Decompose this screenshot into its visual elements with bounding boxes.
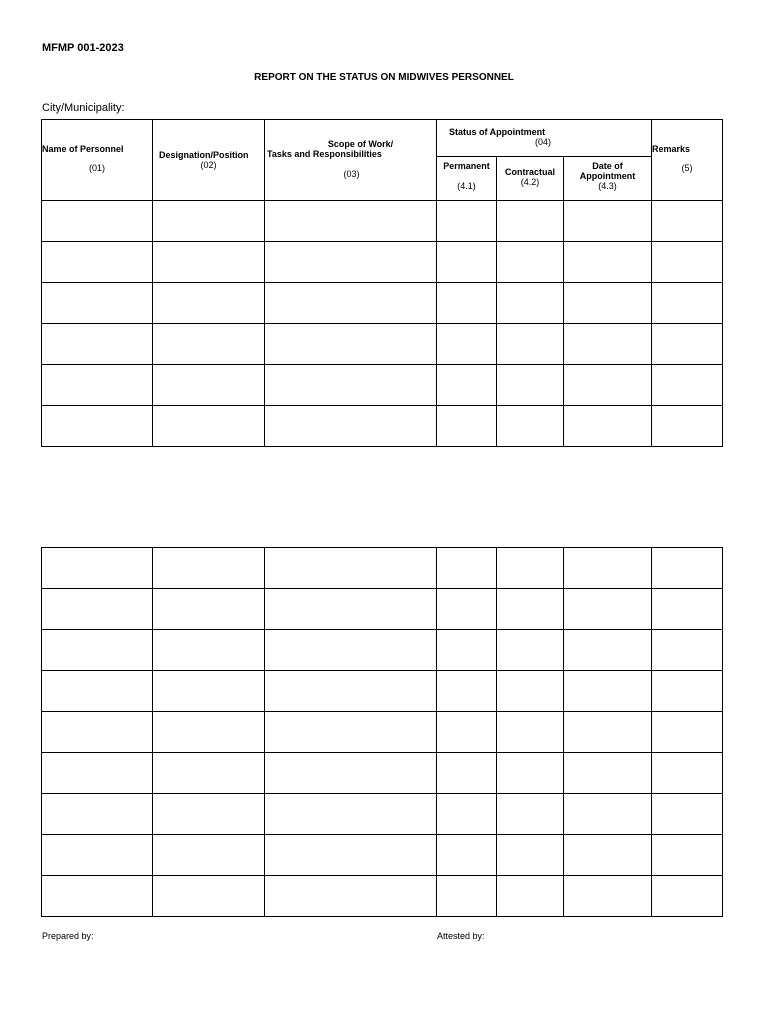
table-cell[interactable] xyxy=(652,324,723,365)
table-cell[interactable] xyxy=(652,242,723,283)
table-row xyxy=(42,671,723,712)
header-status-of-appointment xyxy=(437,120,652,157)
table-cell[interactable] xyxy=(497,283,564,324)
personnel-table-2 xyxy=(41,547,723,917)
header-designation-label: Designation/Position xyxy=(159,150,249,160)
table-cell[interactable] xyxy=(153,876,265,917)
table-cell[interactable] xyxy=(497,835,564,876)
table-cell[interactable] xyxy=(265,324,437,365)
table-cell[interactable] xyxy=(437,876,497,917)
table-cell[interactable] xyxy=(497,712,564,753)
table-cell[interactable] xyxy=(564,794,652,835)
table-cell[interactable] xyxy=(437,753,497,794)
header-scope-of-work xyxy=(265,120,437,201)
table-row xyxy=(42,324,723,365)
table-cell[interactable] xyxy=(652,671,723,712)
table-cell[interactable] xyxy=(265,794,437,835)
table-cell[interactable] xyxy=(564,712,652,753)
table-cell[interactable] xyxy=(497,242,564,283)
table-cell[interactable] xyxy=(652,712,723,753)
table-cell[interactable] xyxy=(564,876,652,917)
table-row xyxy=(42,630,723,671)
table-cell[interactable] xyxy=(652,876,723,917)
table-cell[interactable] xyxy=(42,365,153,406)
table-cell[interactable] xyxy=(497,365,564,406)
table-cell[interactable] xyxy=(265,283,437,324)
table-cell[interactable] xyxy=(437,630,497,671)
table-row xyxy=(42,794,723,835)
header-status-label: Status of Appointment xyxy=(449,127,546,137)
table-row xyxy=(42,712,723,753)
table-cell[interactable] xyxy=(652,589,723,630)
table-cell[interactable] xyxy=(153,671,265,712)
attested-by-label: Attested by: xyxy=(437,931,485,941)
table-cell[interactable] xyxy=(564,630,652,671)
table-cell[interactable] xyxy=(153,753,265,794)
table-row xyxy=(42,753,723,794)
table-cell[interactable] xyxy=(652,365,723,406)
table-row xyxy=(42,406,723,447)
table-cell[interactable] xyxy=(42,242,153,283)
header-status-num: (04) xyxy=(535,137,552,147)
table-cell[interactable] xyxy=(564,365,652,406)
table-cell[interactable] xyxy=(564,406,652,447)
personnel-table-1 xyxy=(41,119,723,447)
table-cell[interactable] xyxy=(153,712,265,753)
table-cell[interactable] xyxy=(564,242,652,283)
table-row xyxy=(42,548,723,589)
table-cell[interactable] xyxy=(497,548,564,589)
header-date-num: (4.3) xyxy=(598,181,617,191)
table-cell[interactable] xyxy=(153,242,265,283)
table-cell[interactable] xyxy=(153,365,265,406)
table-cell[interactable] xyxy=(564,324,652,365)
table-cell[interactable] xyxy=(42,835,153,876)
table-cell[interactable] xyxy=(437,671,497,712)
table-cell[interactable] xyxy=(497,876,564,917)
table-cell[interactable] xyxy=(497,324,564,365)
table-cell[interactable] xyxy=(437,712,497,753)
header-name-label: Name of Personnel xyxy=(42,144,124,154)
header-name-num: (01) xyxy=(88,163,105,173)
header-permanent-label: Permanent xyxy=(443,161,490,171)
header-date-line2: Appointment xyxy=(579,171,636,181)
table-cell[interactable] xyxy=(564,753,652,794)
table-cell[interactable] xyxy=(42,324,153,365)
table-cell[interactable] xyxy=(652,753,723,794)
table-cell[interactable] xyxy=(42,671,153,712)
table-cell[interactable] xyxy=(265,548,437,589)
table-cell[interactable] xyxy=(265,876,437,917)
table-cell[interactable] xyxy=(437,406,497,447)
table-cell[interactable] xyxy=(153,589,265,630)
table-cell[interactable] xyxy=(652,630,723,671)
table-cell[interactable] xyxy=(265,753,437,794)
table-cell[interactable] xyxy=(437,283,497,324)
table-cell[interactable] xyxy=(265,712,437,753)
table-cell[interactable] xyxy=(42,548,153,589)
table-cell[interactable] xyxy=(497,671,564,712)
table-row xyxy=(42,201,723,242)
header-date-line1: Date of xyxy=(592,161,623,171)
table-cell[interactable] xyxy=(497,794,564,835)
table-cell[interactable] xyxy=(652,794,723,835)
table-cell[interactable] xyxy=(652,835,723,876)
table-cell[interactable] xyxy=(153,835,265,876)
table-cell[interactable] xyxy=(265,671,437,712)
table-cell[interactable] xyxy=(652,283,723,324)
table-cell[interactable] xyxy=(42,794,153,835)
table-cell[interactable] xyxy=(497,201,564,242)
table-cell[interactable] xyxy=(652,548,723,589)
header-scope-line2: Tasks and Responsibilities xyxy=(267,149,382,159)
table-cell[interactable] xyxy=(153,283,265,324)
table-cell[interactable] xyxy=(564,671,652,712)
report-title: REPORT ON THE STATUS ON MIDWIVES PERSONNEL xyxy=(254,72,514,83)
table-cell[interactable] xyxy=(564,548,652,589)
table-cell[interactable] xyxy=(564,589,652,630)
table-cell[interactable] xyxy=(265,365,437,406)
table-cell[interactable] xyxy=(437,548,497,589)
table-cell[interactable] xyxy=(497,753,564,794)
table-cell[interactable] xyxy=(153,406,265,447)
table-cell[interactable] xyxy=(497,630,564,671)
header-permanent xyxy=(437,157,497,201)
table-row xyxy=(42,365,723,406)
table-cell[interactable] xyxy=(265,589,437,630)
table-cell[interactable] xyxy=(437,201,497,242)
table-cell[interactable] xyxy=(564,835,652,876)
city-municipality-label: City/Municipality: xyxy=(42,102,125,114)
table-cell[interactable] xyxy=(437,835,497,876)
table-row xyxy=(42,589,723,630)
table-cell[interactable] xyxy=(437,324,497,365)
table-cell[interactable] xyxy=(42,406,153,447)
header-date-of-appointment xyxy=(564,157,652,201)
table-cell[interactable] xyxy=(564,201,652,242)
table-cell[interactable] xyxy=(42,283,153,324)
header-contractual xyxy=(497,157,564,201)
table-cell[interactable] xyxy=(437,794,497,835)
table-cell[interactable] xyxy=(265,835,437,876)
header-remarks-label: Remarks xyxy=(652,144,691,154)
table-cell[interactable] xyxy=(265,406,437,447)
table-cell[interactable] xyxy=(265,630,437,671)
table-cell[interactable] xyxy=(42,630,153,671)
table-cell[interactable] xyxy=(42,589,153,630)
table-cell[interactable] xyxy=(153,630,265,671)
table-row xyxy=(42,835,723,876)
table-cell[interactable] xyxy=(42,201,153,242)
table-cell[interactable] xyxy=(497,589,564,630)
table-cell[interactable] xyxy=(652,201,723,242)
header-contractual-label: Contractual xyxy=(504,167,555,177)
table-cell[interactable] xyxy=(42,753,153,794)
table-cell[interactable] xyxy=(652,406,723,447)
header-contractual-num: (4.2) xyxy=(520,177,540,187)
form-code: MFMP 001-2023 xyxy=(42,42,124,54)
table-cell[interactable] xyxy=(153,794,265,835)
table-cell[interactable] xyxy=(42,712,153,753)
header-scope-line1: Scope of Work/ xyxy=(327,139,394,149)
header-name-of-personnel xyxy=(42,120,153,201)
table-cell[interactable] xyxy=(564,283,652,324)
table-cell[interactable] xyxy=(153,201,265,242)
table-row xyxy=(42,876,723,917)
header-scope-num: (03) xyxy=(343,169,360,179)
header-designation-num: (02) xyxy=(200,160,217,170)
prepared-by-label: Prepared by: xyxy=(42,931,94,941)
table-row xyxy=(42,283,723,324)
table-cell[interactable] xyxy=(437,589,497,630)
table-cell[interactable] xyxy=(265,242,437,283)
table-cell[interactable] xyxy=(497,406,564,447)
header-remarks-num: (5) xyxy=(681,163,693,173)
table-cell[interactable] xyxy=(153,548,265,589)
table-cell[interactable] xyxy=(265,201,437,242)
header-designation xyxy=(153,120,265,201)
table-cell[interactable] xyxy=(153,324,265,365)
table-row xyxy=(42,242,723,283)
header-remarks xyxy=(652,120,723,201)
table-cell[interactable] xyxy=(437,365,497,406)
table-cell[interactable] xyxy=(42,876,153,917)
table-cell[interactable] xyxy=(437,242,497,283)
header-permanent-num: (4.1) xyxy=(457,181,476,191)
